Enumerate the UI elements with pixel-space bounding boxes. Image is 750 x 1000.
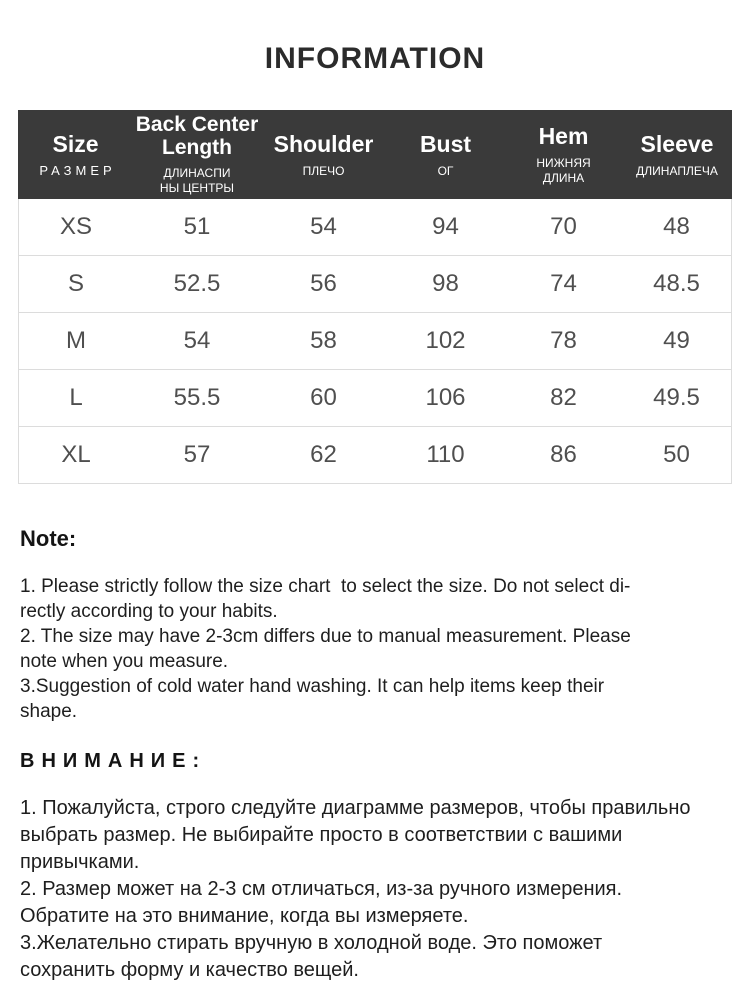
attention-line: сохранить форму и качество вещей. — [20, 959, 359, 982]
column-label-en: Shoulder — [273, 130, 374, 157]
size-cell: S — [18, 256, 133, 313]
column-label-ru: ДЛИНА — [542, 171, 585, 186]
table-row — [18, 427, 732, 484]
value-cell: 110 — [386, 427, 505, 484]
note-line: 2. The size may have 2-3cm differs due to manual measurement. Please — [20, 626, 631, 648]
value-cell: 49.5 — [622, 370, 732, 427]
table-row — [18, 370, 732, 427]
value-cell: 86 — [505, 427, 622, 484]
column-label-en: Back Center Length — [135, 113, 259, 159]
column-header-shoulder — [261, 110, 386, 199]
attention-line: выбрать размер. Не выбирайте просто в соответствии с вашими — [20, 824, 623, 847]
column-label-ru: ОГ — [437, 163, 454, 178]
value-cell: 49 — [622, 313, 732, 370]
size-cell: L — [18, 370, 133, 427]
column-header-back-center-length — [133, 110, 261, 199]
attention-section — [20, 750, 730, 984]
value-cell: 58 — [261, 313, 386, 370]
table-row — [18, 256, 732, 313]
column-label-en: Sleeve — [640, 130, 714, 157]
note-text — [20, 574, 730, 724]
column-label-en: Hem — [538, 123, 589, 150]
note-line: shape. — [20, 701, 78, 723]
attention-heading: ВНИМАНИЕ: — [20, 750, 207, 773]
attention-line: 1. Пожалуйста, строго следуйте диаграмме размеров, чтобы правильно — [20, 797, 691, 820]
note-section — [20, 526, 730, 724]
column-label-en: Size — [52, 130, 99, 157]
value-cell: 60 — [261, 370, 386, 427]
value-cell: 57 — [133, 427, 261, 484]
attention-line: 3.Желательно стирать вручную в холодной воде. Это поможет — [20, 932, 603, 955]
value-cell: 62 — [261, 427, 386, 484]
value-cell: 78 — [505, 313, 622, 370]
column-label-ru: ДЛИНАПЛЕЧА — [636, 163, 718, 178]
size-cell: XL — [18, 427, 133, 484]
value-cell: 98 — [386, 256, 505, 313]
value-cell: 106 — [386, 370, 505, 427]
attention-line: 2. Размер может на 2-3 см отличаться, из-за ручного измерения. — [20, 878, 623, 901]
value-cell: 74 — [505, 256, 622, 313]
value-cell: 82 — [505, 370, 622, 427]
column-header-size — [18, 110, 133, 199]
value-cell: 54 — [261, 199, 386, 256]
table-row — [18, 199, 732, 256]
column-label-ru: ПЛЕЧО — [302, 163, 345, 178]
column-header-sleeve — [622, 110, 732, 199]
value-cell: 56 — [261, 256, 386, 313]
column-label-ru: ДЛИНАСПИ — [163, 166, 231, 181]
column-label-en: Bust — [419, 130, 472, 157]
value-cell: 48.5 — [622, 256, 732, 313]
attention-line: Обратите на это внимание, когда вы измеряете. — [20, 905, 469, 928]
page-title: INFORMATION — [264, 42, 486, 75]
value-cell: 50 — [622, 427, 732, 484]
note-line: rectly according to your habits. — [20, 601, 278, 623]
value-cell: 54 — [133, 313, 261, 370]
column-header-hem — [505, 110, 622, 199]
attention-line: привычками. — [20, 851, 140, 874]
column-header-bust — [386, 110, 505, 199]
column-label-ru: НЫ ЦЕНТРЫ — [159, 181, 235, 196]
value-cell: 55.5 — [133, 370, 261, 427]
note-heading: Note: — [20, 526, 77, 552]
size-chart — [18, 110, 732, 484]
value-cell: 48 — [622, 199, 732, 256]
column-label-ru: РАЗМЕР — [39, 162, 116, 178]
value-cell: 94 — [386, 199, 505, 256]
table-header-row — [18, 110, 732, 199]
table-row — [18, 313, 732, 370]
value-cell: 102 — [386, 313, 505, 370]
value-cell: 51 — [133, 199, 261, 256]
note-line: note when you measure. — [20, 651, 229, 673]
size-cell: XS — [18, 199, 133, 256]
size-chart-table — [18, 110, 732, 484]
value-cell: 70 — [505, 199, 622, 256]
attention-text — [20, 795, 730, 984]
note-line: 3.Suggestion of cold water hand washing. It can help items keep their — [20, 676, 605, 698]
size-cell: M — [18, 313, 133, 370]
value-cell: 52.5 — [133, 256, 261, 313]
column-label-ru: НИЖНЯЯ — [536, 156, 591, 171]
note-line: 1. Please strictly follow the size chart to select the size. Do not select di- — [20, 576, 631, 598]
